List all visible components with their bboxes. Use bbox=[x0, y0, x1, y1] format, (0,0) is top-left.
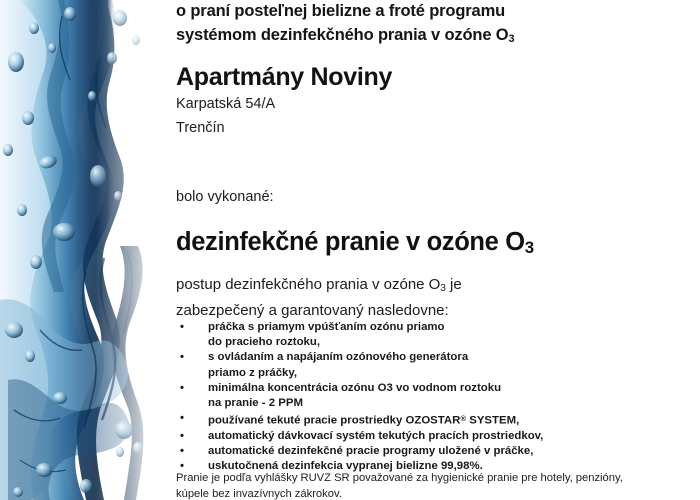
list-item-line-1: automatický dávkovací systém tekutých pracích prostriedkov, bbox=[208, 429, 544, 442]
bullet-icon: • bbox=[180, 321, 184, 333]
list-item-line-1: uskutočnená dezinfekcia vypranej bielizne 99,98%. bbox=[208, 460, 483, 473]
splash-edge-mask bbox=[146, 0, 160, 500]
procedure-line-1-post: je bbox=[445, 276, 462, 293]
bullet-icon: • bbox=[180, 351, 184, 364]
service-title bbox=[176, 228, 534, 258]
ozone-subscript: 3 bbox=[508, 32, 515, 45]
list-item-line-2: na pranie - 2 PPM bbox=[208, 397, 303, 410]
footnote-line-2: kúpele bez invazívnych zákrokov. bbox=[176, 488, 342, 500]
company-name: Apartmány Noviny bbox=[176, 63, 393, 91]
procedure-line-1 bbox=[176, 274, 462, 300]
company-street: Karpatská 54/A bbox=[176, 96, 276, 112]
footnote bbox=[176, 470, 700, 500]
intro-line-1: o praní posteľnej bielizne a froté programu bbox=[176, 2, 506, 20]
bullet-icon: • bbox=[180, 412, 184, 425]
bullet-icon: • bbox=[180, 381, 184, 394]
performed-label: bolo vykonané: bbox=[176, 189, 274, 205]
ozone-subscript: 3 bbox=[524, 238, 534, 258]
list-item bbox=[176, 320, 696, 350]
list-item bbox=[176, 381, 696, 411]
list-item-line-1: automatické dezinfekčné pracie programy uložené v práčke, bbox=[208, 445, 534, 458]
list-item-line-1: s ovládaním a napájaním ozónového generátora bbox=[208, 351, 469, 364]
company-city: Trenčín bbox=[176, 120, 225, 136]
ozone-subscript: 3 bbox=[440, 282, 446, 294]
list-item bbox=[176, 429, 696, 444]
registered-trademark-icon: ® bbox=[460, 414, 467, 424]
procedure-line-2: zabezpečený a garantovaný nasledovne: bbox=[176, 301, 449, 319]
procedure-line-1-pre: postup dezinfekčného prania v ozóne O bbox=[176, 276, 441, 293]
list-item-line-1 bbox=[208, 411, 696, 429]
feature-bullet-list bbox=[176, 320, 696, 475]
intro-line-2-text: systémom dezinfekčného prania v ozóne O bbox=[176, 26, 509, 44]
service-title-text: dezinfekčné pranie v ozóne O bbox=[176, 228, 525, 256]
list-item bbox=[176, 444, 696, 459]
water-splash-image bbox=[0, 0, 160, 500]
bullet-icon: • bbox=[180, 445, 184, 458]
bullet-icon: • bbox=[180, 460, 184, 473]
list-item-line-1-post: SYSTEM, bbox=[466, 414, 520, 427]
procedure-block bbox=[176, 274, 462, 322]
list-item-line-1: práčka s priamym vpúšťaním ozónu priamo bbox=[208, 321, 445, 333]
list-item-line-2: priamo z práčky, bbox=[208, 366, 298, 379]
list-item-line-2: do pracieho roztoku, bbox=[208, 336, 321, 349]
list-item-line-1-pre: používané tekuté pracie prostriedky OZOSTAR bbox=[208, 414, 461, 427]
list-item bbox=[176, 411, 696, 429]
certificate-text-column bbox=[176, 0, 700, 500]
list-item-line-1: minimálna koncentrácia ozónu O3 vo vodnom roztoku bbox=[208, 381, 502, 394]
intro-block bbox=[176, 0, 514, 51]
intro-line-2 bbox=[176, 23, 514, 51]
bullet-icon: • bbox=[180, 429, 184, 442]
footnote-line-1: Pranie je podľa vyhlášky RUVZ SR považované za hygienické pranie pre hotely, penzióny, bbox=[176, 472, 623, 484]
list-item bbox=[176, 350, 696, 380]
water-splash-svg bbox=[0, 0, 160, 500]
